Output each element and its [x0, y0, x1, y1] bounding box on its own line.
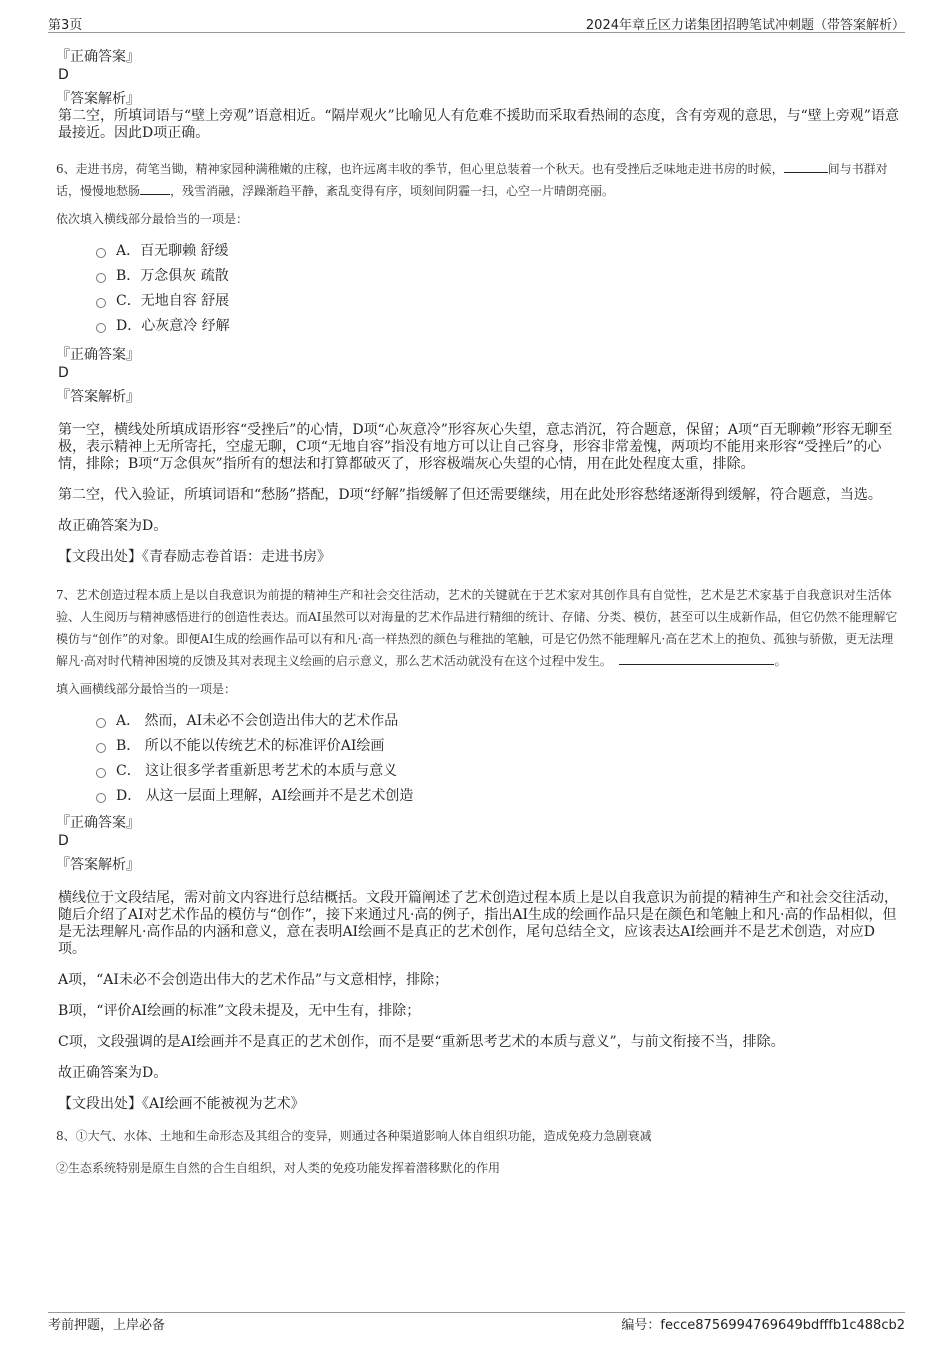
option-label: A． 然而，AI未必不会创造出伟大的艺术作品: [116, 713, 399, 729]
options-list: [56, 712, 901, 812]
source-title: 《AI绘画不能被视为艺术》: [142, 1096, 305, 1112]
analysis-label: 『答案解析』: [56, 91, 140, 107]
source-title: 《青春励志卷首语：走进书房》: [142, 549, 331, 565]
question-text-part: 间与书群对话，慢慢地愁肠: [56, 162, 888, 198]
page-header: [48, 10, 905, 32]
question-text: 8、①大气、水体、土地和生命形态及其组合的变异，则通过各种渠道影响人体自组织功能，造成免疫力急剧衰减: [56, 1129, 652, 1143]
source-label: 【文段出处】: [58, 549, 142, 565]
correct-answer-label: 『正确答案』: [56, 347, 140, 363]
document-code: 编号：fecce8756994769649bdfffb1c488cb2: [621, 1318, 905, 1333]
document-body: [56, 48, 901, 1187]
correct-answer-value: D: [58, 833, 69, 849]
radio-icon[interactable]: [96, 743, 106, 753]
document-title: 2024年章丘区力诺集团招聘笔试冲刺题（带答案解析）: [585, 18, 905, 33]
question-prompt: 依次填入横线部分最恰当的一项是：: [56, 212, 249, 226]
option-a[interactable]: [96, 712, 901, 737]
analysis-label: 『答案解析』: [56, 389, 140, 405]
source-line: [58, 1096, 901, 1113]
option-d[interactable]: [96, 317, 901, 342]
page-number: 第3页: [48, 18, 83, 33]
question-text: [56, 158, 901, 202]
blank-line: [140, 182, 170, 195]
option-b[interactable]: [96, 737, 901, 762]
option-label: B．万念俱灰 疏散: [116, 268, 229, 284]
radio-icon[interactable]: [96, 273, 106, 283]
analysis-paragraph: 故正确答案为D。: [58, 1065, 168, 1081]
option-c[interactable]: [96, 762, 901, 787]
footer-divider: [48, 1312, 905, 1313]
radio-icon[interactable]: [96, 323, 106, 333]
analysis-paragraph: C项，文段强调的是AI绘画并不是真正的艺术创作，而不是要“重新思考艺术的本质与意义”，与前文衔接不当，排除。: [58, 1034, 785, 1050]
radio-icon[interactable]: [96, 248, 106, 258]
radio-icon[interactable]: [96, 298, 106, 308]
analysis-text: 第二空，所填词语与“壁上旁观”语意相近。“隔岸观火”比喻见人有危难不援助而采取看热闹的态度，含有旁观的意思，与“壁上旁观”语意最接近。因此D项正确。: [58, 108, 899, 141]
analysis-paragraph: 第二空，代入验证，所填词语和“愁肠”搭配，D项“纾解”指缓解了但还需要继续，用在此处形容愁绪逐渐得到缓解，符合题意，当选。: [58, 487, 882, 503]
correct-answer-value: D: [58, 67, 69, 83]
header-divider: [48, 32, 905, 33]
question-text-part: 。: [774, 654, 787, 668]
option-label: D． 从这一层面上理解，AI绘画并不是艺术创造: [116, 788, 414, 804]
question-text: [56, 584, 901, 672]
source-label: 【文段出处】: [58, 1096, 142, 1112]
analysis-paragraph: 故正确答案为D。: [58, 518, 168, 534]
question-text-part: 6、走进书房，荷笔当锄，精神家园种满稚嫩的庄稼，也许远离丰收的季节，但心里总装着一个秋天。也有受挫后乏味地走进书房的时候，: [56, 162, 784, 176]
question-text-part: 7、艺术创造过程本质上是以自我意识为前提的精神生产和社会交往活动，艺术的关键就在于艺术家对其创作具有自觉性，艺术是艺术家基于自我意识对生活体验、人生阅历与精神感悟进行的创造性表达。而AI虽然可以对海量的艺术作品进行精细的统计、存储、分类、模仿，甚至可以生成新作品，但它仍然不能理解它模仿与“创作”的对象。即便AI生成的绘画作品可以有和凡·高一样热烈的颜色与稚拙的笔触，可是它仍然不能理解凡·高在艺术上的抱负、孤独与骄傲，更无法理解凡·高对时代精神困境的反馈及其对表现主义绘画的启示意义，那么艺术活动就没有在这个过程中发生。: [56, 588, 898, 668]
question-text: ②生态系统特别是原生自然的合生自组织，对人类的免疫功能发挥着潜移默化的作用: [56, 1161, 501, 1175]
option-b[interactable]: [96, 267, 901, 292]
option-label: B． 所以不能以传统艺术的标准评价AI绘画: [116, 738, 385, 754]
analysis-label: 『答案解析』: [56, 857, 140, 873]
source-line: [58, 549, 901, 566]
correct-answer-label: 『正确答案』: [56, 815, 140, 831]
analysis-paragraph: 横线位于文段结尾，需对前文内容进行总结概括。文段开篇阐述了艺术创造过程本质上是以自我意识为前提的精神生产和社会交往活动，随后介绍了AI对艺术作品的模仿与“创作”，接下来通过凡·高的例子，指出AI生成的绘画作品只是在颜色和笔触上和凡·高的作品相似，但是无法理解凡·高作品的内涵和意义，意在表明AI绘画不是真正的艺术创作，尾句总结全文，应该表达AI绘画并不是艺术创造，对应D项。: [58, 890, 898, 957]
option-label: C． 这让很多学者重新思考艺术的本质与意义: [116, 763, 398, 779]
option-label: A．百无聊赖 舒缓: [116, 243, 229, 259]
analysis-paragraph: B项，“评价AI绘画的标准”文段未提及，无中生有，排除；: [58, 1003, 421, 1019]
option-d[interactable]: [96, 787, 901, 812]
correct-answer-label: 『正确答案』: [56, 49, 140, 65]
analysis-paragraph: 第一空，横线处所填成语形容“受挫后”的心情，D项“心灰意冷”形容灰心失望，意志消沉，符合题意，保留；A项“百无聊赖”形容无聊至极，表示精神上无所寄托，空虚无聊，C项“无地自容”指没有地方可以让自己容身，形容非常羞愧，两项均不能用来形容“受挫后”的心情，排除；B项“万念俱灰”指所有的想法和打算都破灭了，形容极端灰心失望的心情，用在此处程度太重，排除。: [58, 422, 893, 472]
option-label: C．无地自容 舒展: [116, 293, 230, 309]
radio-icon[interactable]: [96, 768, 106, 778]
option-c[interactable]: [96, 292, 901, 317]
option-label: D．心灰意冷 纾解: [116, 318, 230, 334]
radio-icon[interactable]: [96, 793, 106, 803]
blank-line: [619, 652, 774, 665]
option-a[interactable]: [96, 242, 901, 267]
footer-slogan: 考前押题，上岸必备: [48, 1318, 166, 1333]
options-list: [56, 242, 901, 342]
blank-line: [784, 160, 828, 173]
radio-icon[interactable]: [96, 718, 106, 728]
question-text-part: ，残雪消融，浮躁渐趋平静，紊乱变得有序，顷刻间阴霾一扫，心空一片晴朗亮丽。: [170, 184, 615, 198]
correct-answer-value: D: [58, 365, 69, 381]
analysis-paragraph: A项，“AI未必不会创造出伟大的艺术作品”与文意相悖，排除；: [58, 972, 449, 988]
question-prompt: 填入画横线部分最恰当的一项是：: [56, 682, 237, 696]
